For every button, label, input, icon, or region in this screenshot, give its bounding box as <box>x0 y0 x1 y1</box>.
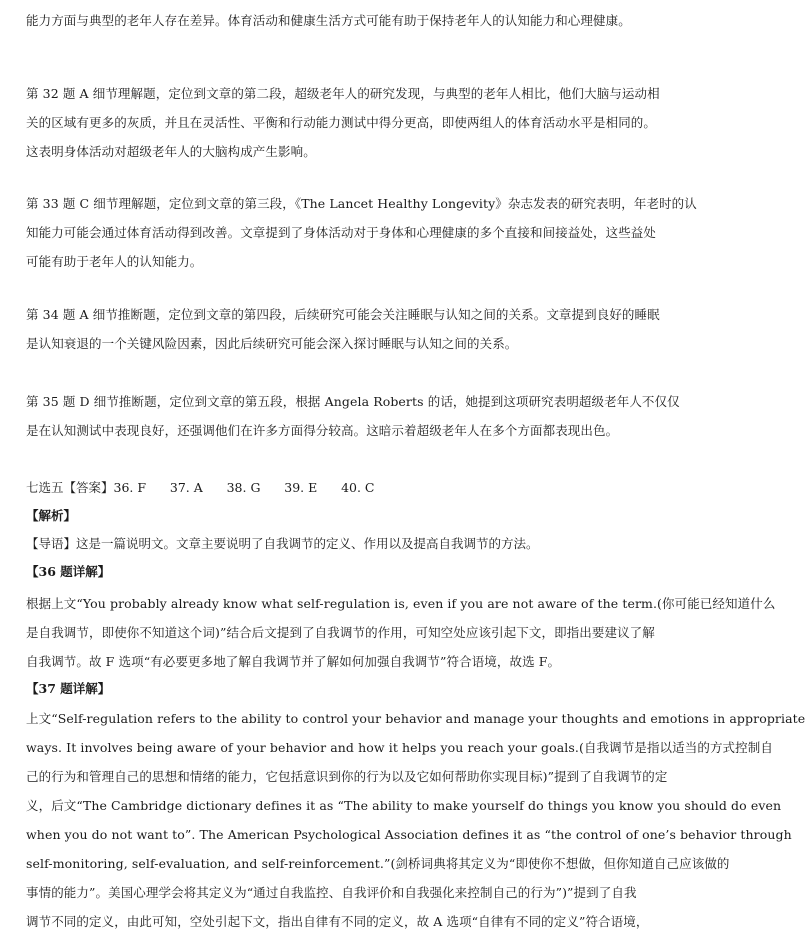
text-line: 是在认知测试中表现良好，还强调他们在许多方面得分较高。这暗示着超级老年人在多个方面都表现出色。 <box>26 423 619 438</box>
text-line: 能力方面与典型的老年人存在差异。体育活动和健康生活方式可能有助于保持老年人的认知能力和心理健康。 <box>26 13 631 28</box>
text-line: 第 35 题 D 细节推断题，定位到文章的第五段，根据 Angela Roberts 的话，她提到这项研究表明超级老年人不仅仅 <box>26 394 680 409</box>
q37-heading: 【37 题详解】 <box>26 681 111 696</box>
text-line: when you do not want to”. The American Psychological Association defines it as “the control of one’s behavior through <box>26 827 792 842</box>
text-line: 第 33 题 C 细节理解题，定位到文章的第三段，《The Lancet Healthy Longevity》杂志发表的研究表明，年老时的认 <box>26 196 697 211</box>
text-line: 知能力可能会通过体育活动得到改善。文章提到了身体活动对于身体和心理健康的多个直接和间接益处，这些益处 <box>26 225 657 240</box>
text-line: 关的区域有更多的灰质，并且在灵活性、平衡和行动能力测试中得分更高，即使两组人的体育活动水平是相同的。 <box>26 115 657 130</box>
paragraph-intro-continuation <box>26 6 674 35</box>
paragraph-q34 <box>26 300 674 358</box>
text-line: 第 34 题 A 细节推断题，定位到文章的第四段，后续研究可能会关注睡眠与认知之间的关系。文章提到良好的睡眠 <box>26 307 660 322</box>
text-line: 是自我调节，即使你不知道这个词)”结合后文提到了自我调节的作用，可知空处应该引起下文，即指出要建议了解 <box>26 625 655 640</box>
paragraph-q33 <box>26 189 697 276</box>
text-line: ways. It involves being aware of your behavior and how it helps you reach your goals.(自我调节是指以适当的方式控制自 <box>26 740 773 755</box>
text-line: 事情的能力”。美国心理学会将其定义为“通过自我监控、自我评价和自我强化来控制自己的行为”)”提到了自我 <box>26 885 637 900</box>
text-line: 根据上文“You probably already know what self-regulation is, even if you are not aware of the term.(你可能已经知道什么 <box>26 596 776 611</box>
analysis-heading: 【解析】 <box>26 508 77 523</box>
answer-key: 七选五【答案】36. F 37. A 38. G 39. E 40. C <box>26 480 375 495</box>
paragraph-q36-detail <box>26 589 776 676</box>
paragraph-q35 <box>26 387 680 445</box>
guide-intro: 【导语】这是一篇说明文。文章主要说明了自我调节的定义、作用以及提高自我调节的方法。 <box>26 536 539 551</box>
text-line: 是认知衰退的一个关键风险因素，因此后续研究可能会深入探讨睡眠与认知之间的关系。 <box>26 336 518 351</box>
text-line: 调节不同的定义，由此可知，空处引起下文，指出自律有不同的定义，故 A 选项“自律有不同的定义”符合语境， <box>26 914 649 929</box>
text-line: 义，后文“The Cambridge dictionary defines it as “The ability to make yourself do things you know you should do even <box>26 798 782 813</box>
text-line: 自我调节。故 F 选项“有必要更多地了解自我调节并了解如何加强自我调节”符合语境，故选 F。 <box>26 654 561 669</box>
text-line: 这表明身体活动对超级老年人的大脑构成产生影响。 <box>26 144 316 159</box>
text-line: self-monitoring, self-evaluation, and self-reinforcement.”(剑桥词典将其定义为“即使你不想做，但你知道自己应该做的 <box>26 856 730 871</box>
text-line: 上文“Self-regulation refers to the ability to control your behavior and manage your thoughts and emotions in appropriate <box>26 711 805 726</box>
paragraph-q37-detail <box>26 704 805 936</box>
text-line: 己的行为和管理自己的思想和情绪的能力，它包括意识到你的行为以及它如何帮助你实现目标)”提到了自我调节的定 <box>26 769 668 784</box>
text-line: 可能有助于老年人的认知能力。 <box>26 254 203 269</box>
q36-heading: 【36 题详解】 <box>26 564 111 579</box>
text-line: 第 32 题 A 细节理解题，定位到文章的第二段，超级老年人的研究发现，与典型的老年人相比，他们大脑与运动相 <box>26 86 660 101</box>
paragraph-q32 <box>26 79 674 166</box>
